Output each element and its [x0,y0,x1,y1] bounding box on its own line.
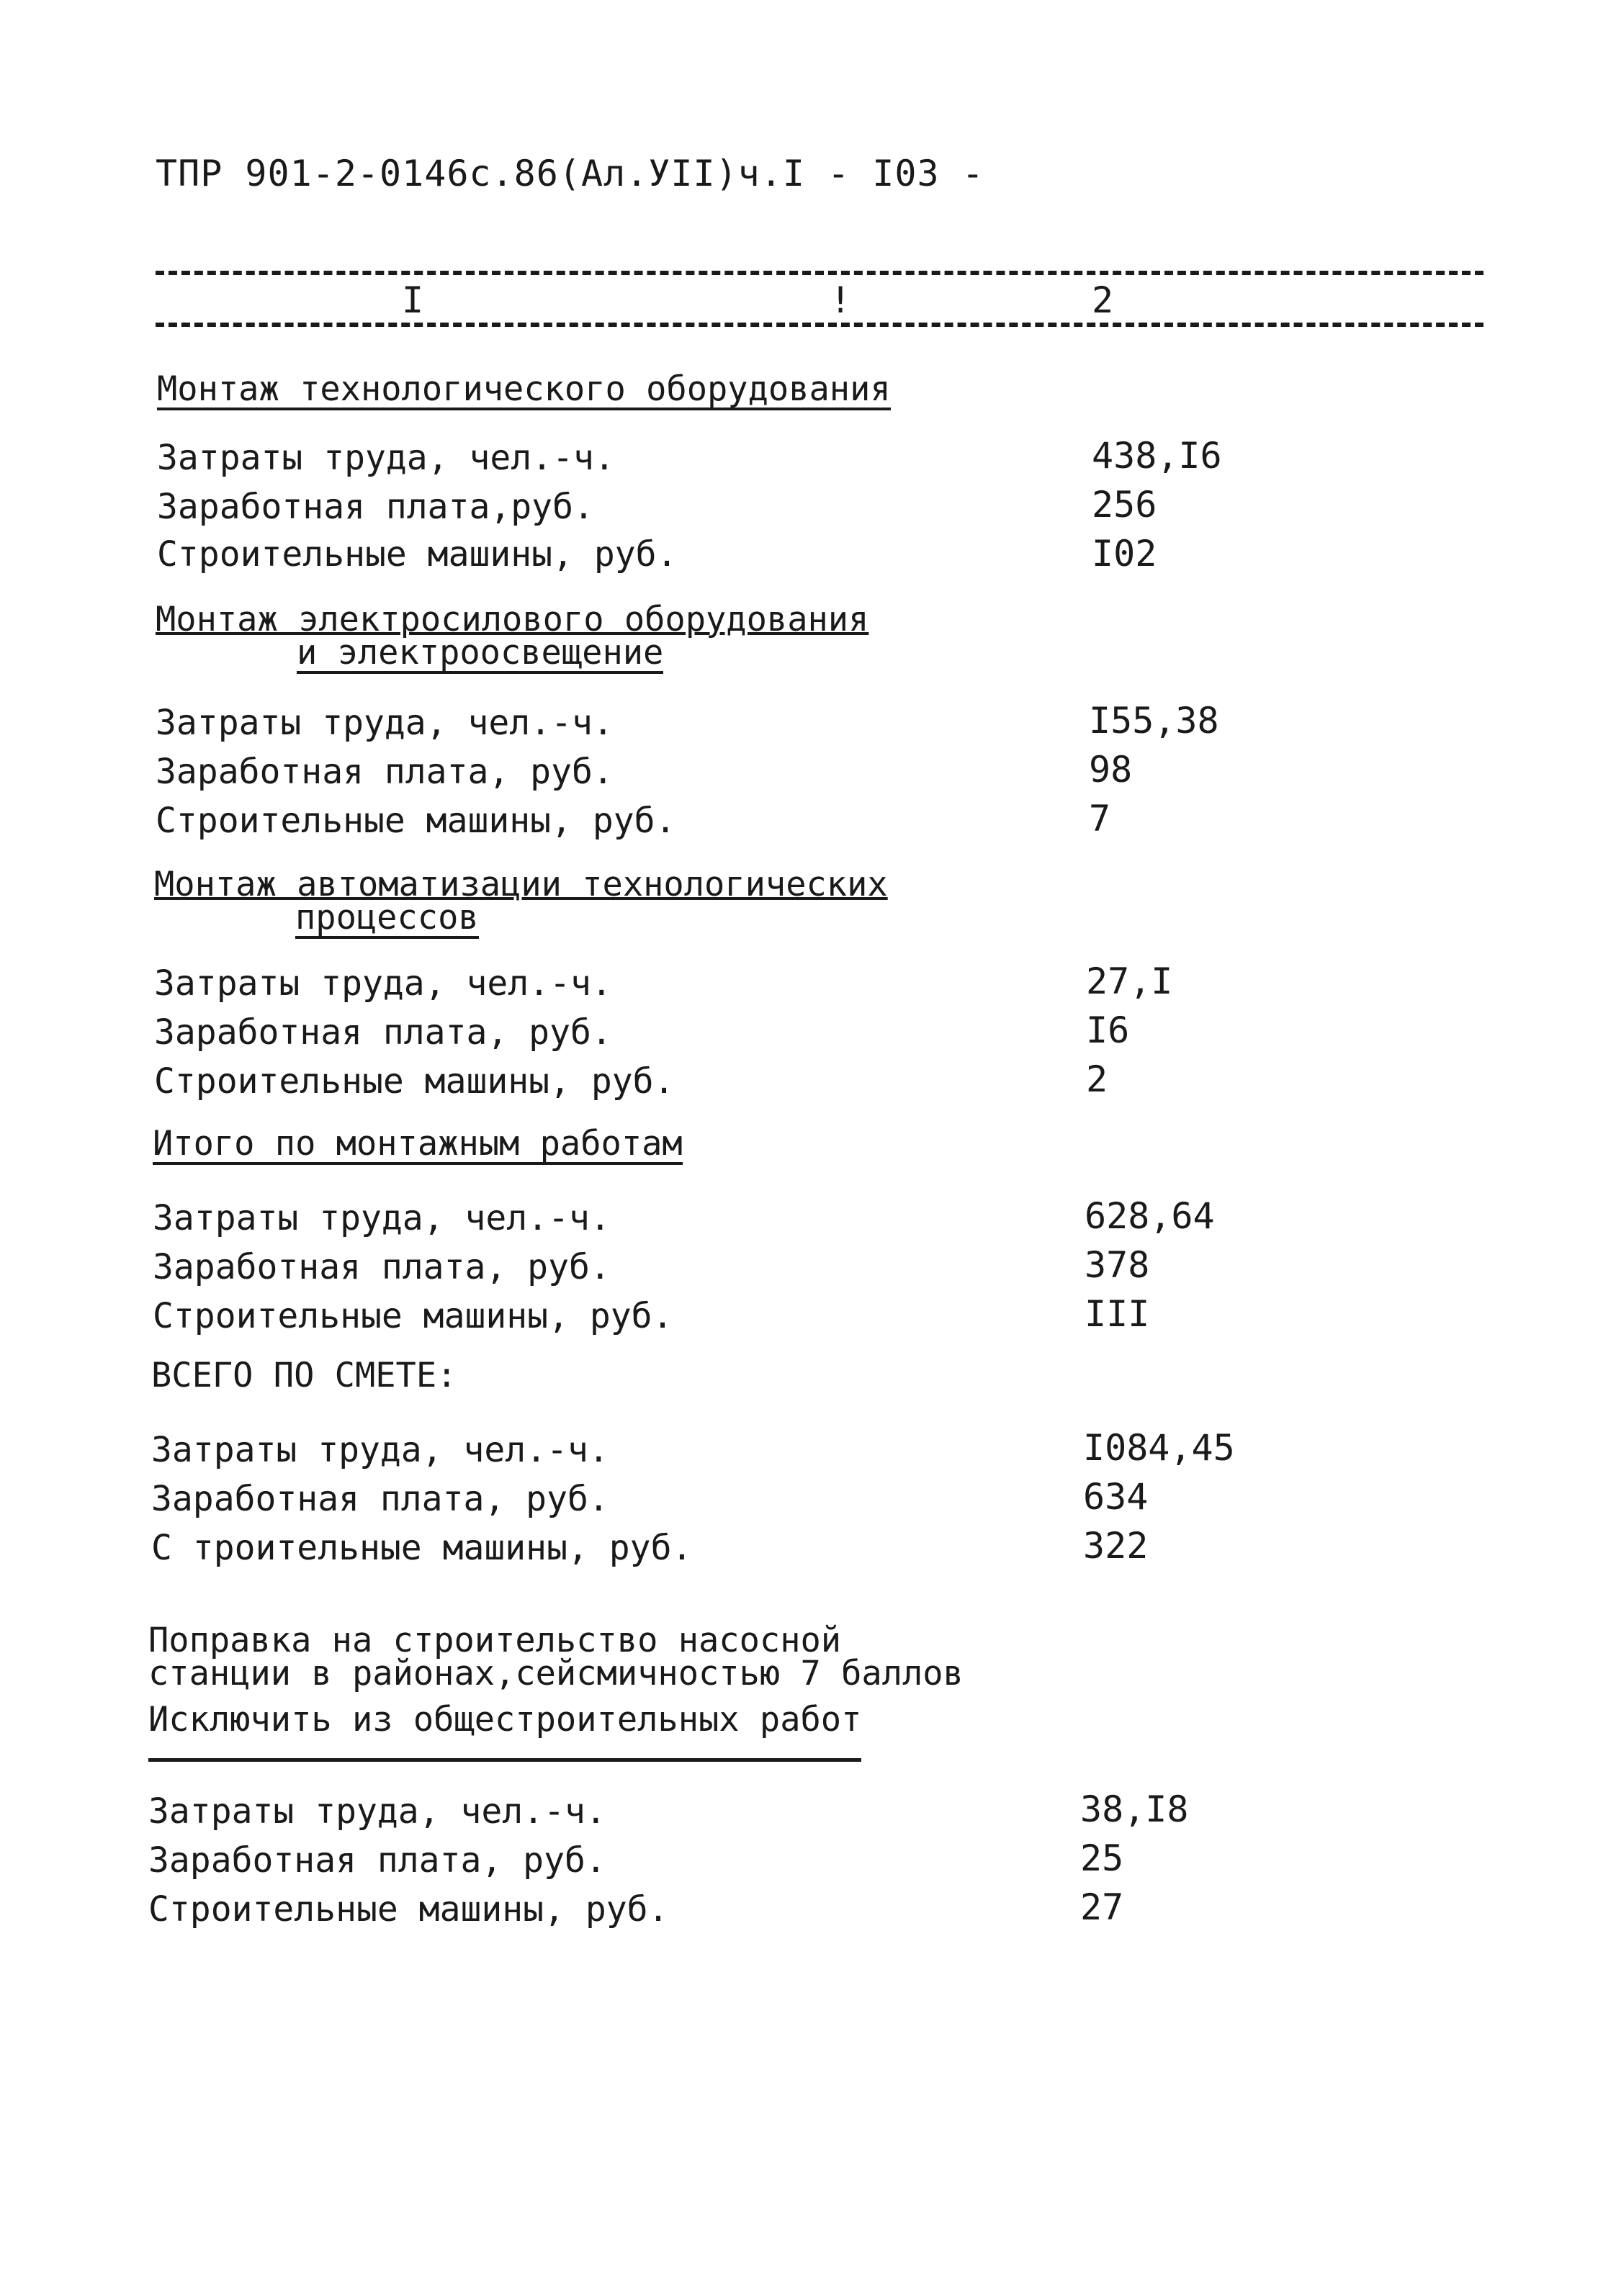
row-label: Затраты труда, чел.-ч. [156,703,614,743]
row-label: Заработная плата,руб. [157,487,594,527]
row-label: Строительные машины, руб. [154,1061,675,1102]
row-value: 27,I [1086,960,1173,1002]
section-title-automation: Монтаж автоматизации технологических процессов [154,865,888,937]
correction-underline [148,1758,861,1762]
table-top-dashed-rule [156,271,1483,275]
section-title-electrical: Монтаж электросилового оборудования и электроосвещение [156,600,869,672]
row-value: I6 [1086,1009,1130,1051]
row-label: Заработная плата, руб. [154,1012,612,1053]
document-header: ТПР 901-2-0146с.86(Ал.УII)ч.I - I03 - [156,153,984,194]
row-value: 378 [1085,1244,1150,1286]
row-value: 2 [1086,1058,1108,1100]
row-label: Строительные машины, руб. [148,1889,669,1930]
row-label: Затраты труда, чел.-ч. [148,1791,606,1832]
row-value: 7 [1089,798,1111,839]
row-label: Затраты труда, чел.-ч. [157,438,615,478]
row-value: I084,45 [1083,1427,1235,1469]
row-value: III [1085,1293,1150,1335]
correction-title: Поправка на строительство насосной станции в районах,сейсмичностью 7 баллов [148,1621,964,1693]
row-label: Строительные машины, руб. [156,801,676,841]
row-label: Затраты труда, чел.-ч. [153,1198,611,1238]
row-label: Заработная плата, руб. [151,1479,609,1519]
row-label: Заработная плата, руб. [153,1247,611,1287]
column-separator: ! [830,279,852,321]
row-value: 438,I6 [1092,435,1222,477]
row-label: Затраты труда, чел.-ч. [154,963,612,1004]
table-header-dashed-rule [156,323,1483,327]
row-value: 38,I8 [1080,1788,1189,1830]
row-value: I02 [1092,533,1157,575]
row-label: С троительные машины, руб. [151,1528,693,1568]
section-title-installation-total: Итого по монтажным работам [153,1124,683,1163]
row-label: Заработная плата, руб. [156,752,614,792]
section-title-estimate-total: ВСЕГО ПО СМЕТЕ: [151,1356,457,1395]
row-value: 27 [1080,1886,1124,1928]
row-value: I55,38 [1089,700,1219,742]
column-2-number: 2 [1087,279,1118,321]
section-title-tech-equipment: Монтаж технологического оборудования [157,369,891,409]
row-value: 25 [1080,1837,1124,1879]
row-value: 628,64 [1085,1195,1215,1237]
row-value: 98 [1089,749,1133,791]
correction-subtitle: Исключить из общестроительных работ [148,1700,862,1739]
column-1-number: I [398,279,428,321]
row-value: 634 [1083,1476,1149,1518]
row-label: Заработная плата, руб. [148,1840,606,1881]
row-value: 322 [1083,1525,1149,1567]
row-label: Строительные машины, руб. [153,1296,673,1336]
row-label: Затраты труда, чел.-ч. [151,1430,609,1470]
row-label: Строительные машины, руб. [157,534,678,575]
row-value: 256 [1092,484,1157,526]
